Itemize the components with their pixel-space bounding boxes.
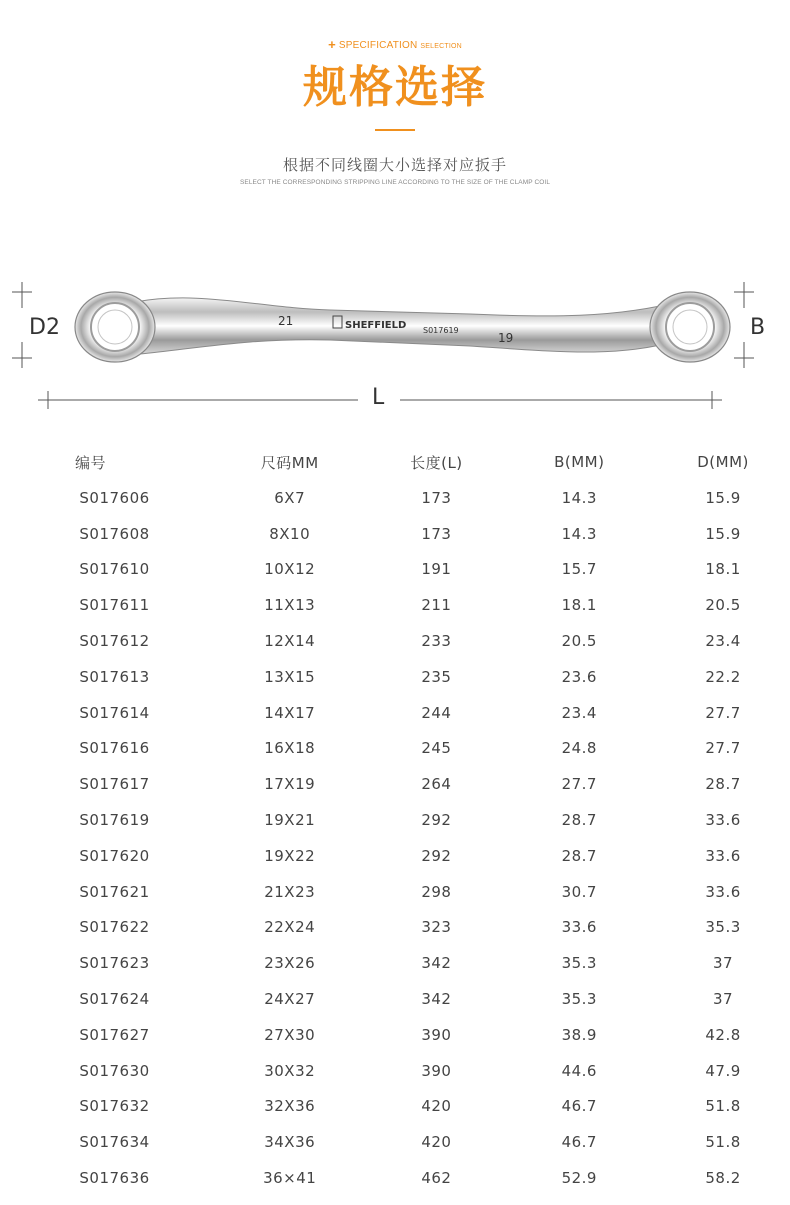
cell-b: 18.1 bbox=[561, 596, 597, 615]
cell-code: S017622 bbox=[79, 918, 150, 937]
cell-code: S017630 bbox=[79, 1061, 150, 1080]
cell-size: 19X21 bbox=[264, 811, 316, 830]
wrench-illustration bbox=[0, 270, 790, 420]
cell-length: 323 bbox=[421, 918, 452, 937]
cell-length: 342 bbox=[421, 990, 452, 1009]
cell-length: 211 bbox=[421, 596, 452, 615]
cell-size: 22X24 bbox=[264, 918, 316, 937]
cell-size: 27X30 bbox=[264, 1025, 316, 1044]
cell-code: S017611 bbox=[79, 596, 150, 615]
cell-size: 11X13 bbox=[264, 596, 316, 615]
cell-size: 12X14 bbox=[264, 632, 316, 651]
cell-d: 22.2 bbox=[705, 667, 741, 686]
cell-size: 16X18 bbox=[264, 739, 316, 758]
table-row bbox=[15, 874, 790, 910]
cell-b: 24.8 bbox=[561, 739, 597, 758]
cell-d: 33.6 bbox=[705, 846, 741, 865]
title-underline bbox=[375, 129, 415, 131]
table-row bbox=[15, 1089, 790, 1125]
cell-size: 10X12 bbox=[264, 560, 316, 579]
cell-length: 191 bbox=[421, 560, 452, 579]
label-b: B bbox=[750, 315, 766, 340]
cell-length: 235 bbox=[421, 667, 452, 686]
table-row bbox=[15, 659, 790, 695]
brand-marking: SHEFFIELD bbox=[345, 320, 407, 331]
cell-code: S017610 bbox=[79, 560, 150, 579]
cell-d: 33.6 bbox=[705, 882, 741, 901]
cell-length: 390 bbox=[421, 1061, 452, 1080]
cell-size: 19X22 bbox=[264, 846, 316, 865]
cell-code: S017632 bbox=[79, 1097, 150, 1116]
cell-length: 292 bbox=[421, 811, 452, 830]
cell-b: 14.3 bbox=[561, 524, 597, 543]
cell-d: 35.3 bbox=[705, 918, 741, 937]
cell-length: 342 bbox=[421, 954, 452, 973]
cell-d: 27.7 bbox=[705, 703, 741, 722]
cell-length: 264 bbox=[421, 775, 452, 794]
cell-b: 20.5 bbox=[561, 632, 597, 651]
cell-code: S017621 bbox=[79, 882, 150, 901]
cell-d: 27.7 bbox=[705, 739, 741, 758]
cell-length: 173 bbox=[421, 524, 452, 543]
cell-length: 420 bbox=[421, 1133, 452, 1152]
cell-code: S017617 bbox=[79, 775, 150, 794]
cell-b: 52.9 bbox=[561, 1169, 597, 1188]
cell-size: 34X36 bbox=[264, 1133, 316, 1152]
header-b: B(MM) bbox=[554, 453, 605, 471]
model-marking: S017619 bbox=[423, 326, 459, 335]
table-row bbox=[15, 623, 790, 659]
cell-b: 28.7 bbox=[561, 846, 597, 865]
cell-code: S017624 bbox=[79, 990, 150, 1009]
cell-size: 30X32 bbox=[264, 1061, 316, 1080]
table-row bbox=[15, 695, 790, 731]
cell-code: S017623 bbox=[79, 954, 150, 973]
header-size: 尺码MM bbox=[260, 453, 319, 472]
cell-size: 14X17 bbox=[264, 703, 316, 722]
cell-b: 23.4 bbox=[561, 703, 597, 722]
cell-size: 13X15 bbox=[264, 667, 316, 686]
cell-size: 21X23 bbox=[264, 882, 316, 901]
cell-b: 38.9 bbox=[561, 1025, 597, 1044]
cell-size: 17X19 bbox=[264, 775, 316, 794]
table-row bbox=[15, 945, 790, 981]
cell-length: 173 bbox=[421, 488, 452, 507]
cell-code: S017606 bbox=[79, 488, 150, 507]
table-row bbox=[15, 1017, 790, 1053]
table-row bbox=[15, 838, 790, 874]
cell-d: 15.9 bbox=[705, 524, 741, 543]
cell-b: 44.6 bbox=[561, 1061, 597, 1080]
spec-table bbox=[15, 444, 790, 1196]
cell-d: 23.4 bbox=[705, 632, 741, 651]
spec-table-body bbox=[15, 480, 790, 1196]
cell-code: S017614 bbox=[79, 703, 150, 722]
subtitle-english: SELECT THE CORRESPONDING STRIPPING LINE ACCORDING TO THE SIZE OF THE CLAMP COIL bbox=[239, 179, 551, 186]
cell-code: S017612 bbox=[79, 632, 150, 651]
cell-code: S017608 bbox=[79, 524, 150, 543]
plus-icon: + bbox=[328, 37, 336, 52]
cell-b: 28.7 bbox=[561, 811, 597, 830]
table-row bbox=[15, 981, 790, 1017]
cell-b: 35.3 bbox=[561, 990, 597, 1009]
cell-d: 51.8 bbox=[705, 1097, 741, 1116]
table-row bbox=[15, 1160, 790, 1196]
cell-length: 420 bbox=[421, 1097, 452, 1116]
subtitle: 根据不同线圈大小选择对应扳手 bbox=[282, 156, 507, 174]
cell-length: 244 bbox=[421, 703, 452, 722]
table-row bbox=[15, 552, 790, 588]
cell-code: S017613 bbox=[79, 667, 150, 686]
cell-length: 233 bbox=[421, 632, 452, 651]
cell-code: S017619 bbox=[79, 811, 150, 830]
table-row bbox=[15, 587, 790, 623]
cell-code: S017634 bbox=[79, 1133, 150, 1152]
cell-length: 390 bbox=[421, 1025, 452, 1044]
cell-code: S017620 bbox=[79, 846, 150, 865]
cell-code: S017627 bbox=[79, 1025, 150, 1044]
table-row bbox=[15, 802, 790, 838]
table-header-row bbox=[15, 444, 790, 480]
table-row bbox=[15, 480, 790, 516]
cell-d: 18.1 bbox=[705, 560, 741, 579]
cell-d: 47.9 bbox=[705, 1061, 741, 1080]
table-row bbox=[15, 731, 790, 767]
cell-size: 36×41 bbox=[263, 1169, 317, 1188]
cell-b: 35.3 bbox=[561, 954, 597, 973]
page-title: 规格选择 bbox=[303, 62, 487, 113]
cell-size: 24X27 bbox=[264, 990, 316, 1009]
cell-d: 42.8 bbox=[705, 1025, 741, 1044]
cell-d: 37 bbox=[713, 990, 734, 1009]
table-row bbox=[15, 1053, 790, 1089]
cell-d: 33.6 bbox=[705, 811, 741, 830]
header-code: 编号 bbox=[75, 453, 107, 472]
eyebrow-text: SPECIFICATION bbox=[338, 40, 418, 51]
cell-code: S017636 bbox=[79, 1169, 150, 1188]
section-eyebrow bbox=[0, 37, 790, 52]
wrench-diagram bbox=[0, 270, 790, 420]
cell-d: 58.2 bbox=[705, 1169, 741, 1188]
eyebrow-small-text: SELECTION bbox=[420, 43, 462, 50]
label-l: L bbox=[372, 385, 385, 410]
cell-d: 20.5 bbox=[705, 596, 741, 615]
label-d2: D2 bbox=[29, 315, 60, 340]
cell-code: S017616 bbox=[79, 739, 150, 758]
cell-d: 15.9 bbox=[705, 488, 741, 507]
cell-length: 298 bbox=[421, 882, 452, 901]
table-row bbox=[15, 516, 790, 552]
cell-size: 32X36 bbox=[264, 1097, 316, 1116]
cell-b: 33.6 bbox=[561, 918, 597, 937]
cell-size: 23X26 bbox=[264, 954, 316, 973]
table-row bbox=[15, 910, 790, 946]
cell-d: 37 bbox=[713, 954, 734, 973]
cell-d: 28.7 bbox=[705, 775, 741, 794]
cell-length: 245 bbox=[421, 739, 452, 758]
cell-length: 292 bbox=[421, 846, 452, 865]
cell-b: 23.6 bbox=[561, 667, 597, 686]
cell-b: 14.3 bbox=[561, 488, 597, 507]
cell-b: 46.7 bbox=[561, 1133, 597, 1152]
cell-d: 51.8 bbox=[705, 1133, 741, 1152]
table-row bbox=[15, 1124, 790, 1160]
table-row bbox=[15, 766, 790, 802]
cell-length: 462 bbox=[421, 1169, 452, 1188]
cell-size: 8X10 bbox=[269, 524, 311, 543]
cell-b: 27.7 bbox=[561, 775, 597, 794]
cell-b: 15.7 bbox=[561, 560, 597, 579]
header-length: 长度(L) bbox=[410, 453, 463, 472]
cell-size: 6X7 bbox=[274, 488, 306, 507]
header-d: D(MM) bbox=[697, 453, 749, 471]
right-size-marking: 19 bbox=[498, 331, 514, 345]
left-size-marking: 21 bbox=[278, 314, 294, 328]
cell-b: 30.7 bbox=[561, 882, 597, 901]
cell-b: 46.7 bbox=[561, 1097, 597, 1116]
